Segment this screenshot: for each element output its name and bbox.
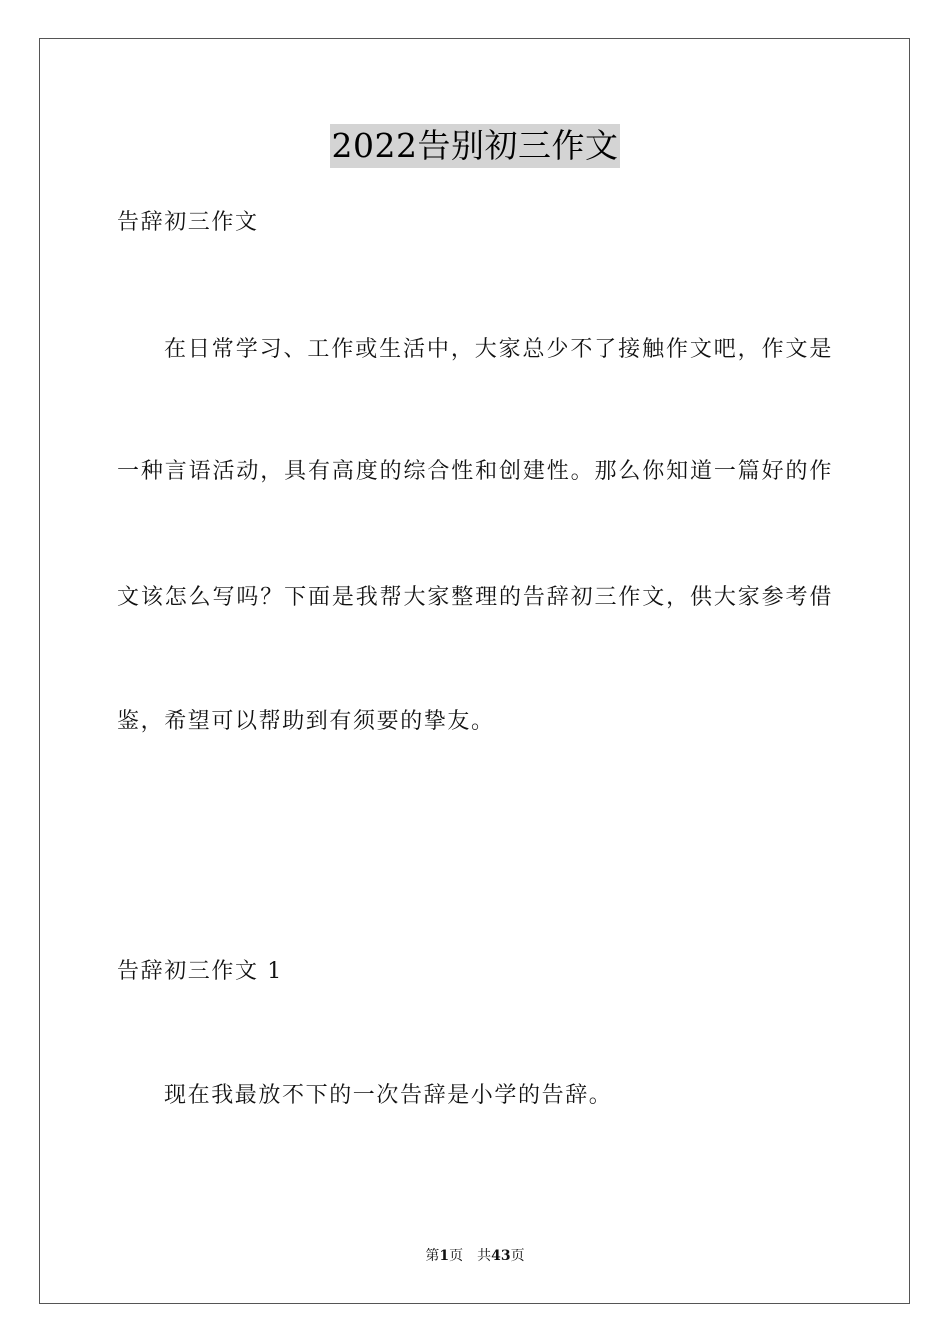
section-paragraph-line: 现在我最放不下的一次告辞是小学的告辞。 <box>164 1083 613 1108</box>
footer-total-suffix: 页 <box>510 1248 525 1264</box>
footer-total-prefix: 共 <box>477 1248 492 1264</box>
intro-paragraph-line: 在日常学习、工作或生活中，大家总少不了接触作文吧，作文是 <box>164 337 833 362</box>
title-container <box>0 124 950 168</box>
intro-paragraph-line: 一种言语活动，具有高度的综合性和创建性。那么你知道一篇好的作 <box>117 459 833 484</box>
footer-total-pages: 43 <box>491 1248 511 1264</box>
section-heading: 告辞初三作文 1 <box>117 959 283 984</box>
page-footer <box>0 1246 950 1266</box>
footer-page-suffix: 页 <box>449 1248 464 1264</box>
intro-paragraph-line: 鉴，希望可以帮助到有须要的挚友。 <box>117 709 495 734</box>
footer-page-number: 1 <box>439 1248 450 1264</box>
document-title: 2022告别初三作文 <box>330 124 621 168</box>
footer-page-prefix: 第 <box>425 1248 440 1264</box>
intro-paragraph-line: 文该怎么写吗？下面是我帮大家整理的告辞初三作文，供大家参考借 <box>117 585 833 610</box>
document-subtitle: 告辞初三作文 <box>117 210 259 235</box>
